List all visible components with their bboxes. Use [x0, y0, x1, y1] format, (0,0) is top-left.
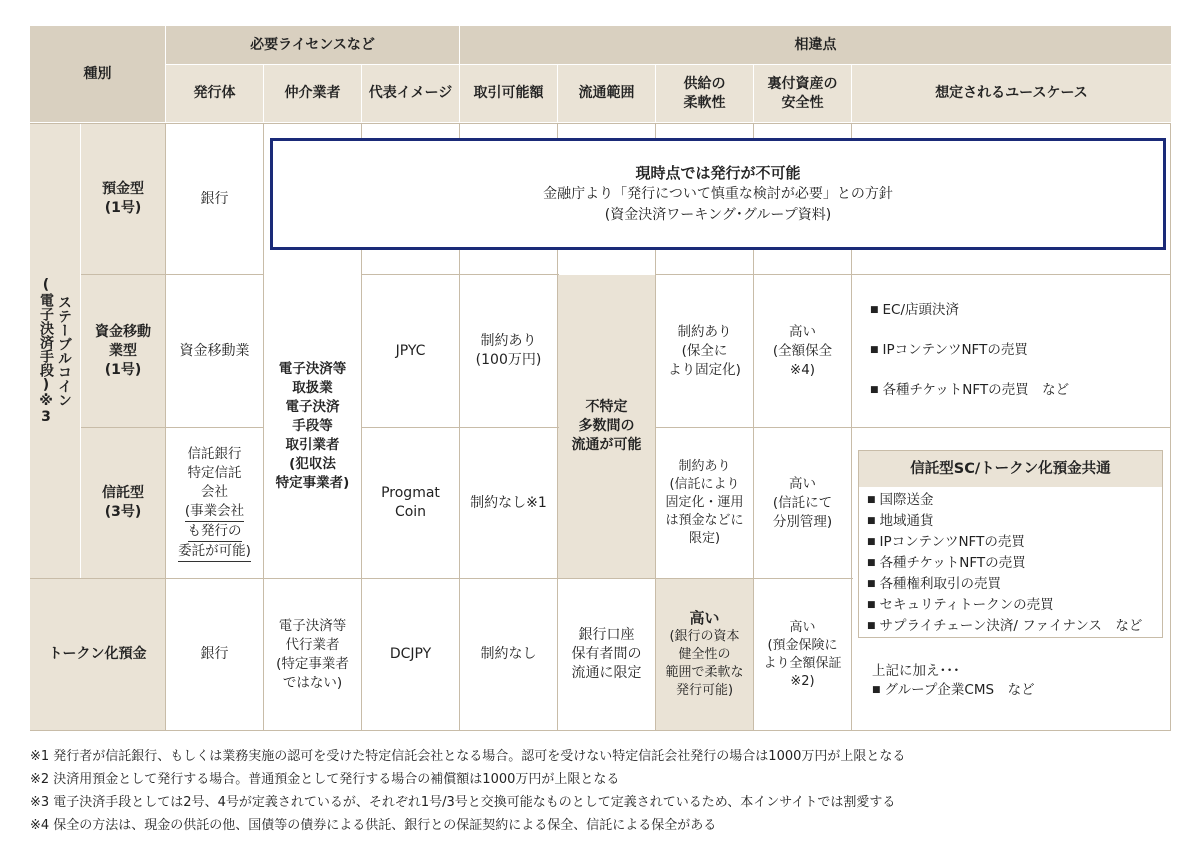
- fund-representative: JPYC: [395, 342, 426, 359]
- token-issuer: 銀行: [200, 646, 229, 662]
- header-licenses: 必要ライセンスなど: [166, 26, 459, 64]
- token-intermediary: 電子決済等 代行業者 (特定事業者 ではない): [276, 617, 349, 691]
- trust-issuer-note: (事業会社: [185, 502, 244, 522]
- fund-use-cases: [852, 275, 1170, 427]
- list-item: ■ IPコンテンツNFTの売買: [870, 341, 1069, 362]
- trust-issuer-line: 信託銀行: [187, 445, 242, 462]
- header-differences: 相違点: [460, 26, 1171, 64]
- list-item: ■ セキュリティトークンの売買: [867, 596, 1162, 617]
- list-item: ■ IPコンテンツNFTの売買: [867, 533, 1162, 554]
- type-trust: 信託型 (3号): [81, 428, 165, 578]
- token-flexibility: [656, 579, 753, 730]
- trust-flexibility: 制約あり (信託により 固定化・運用 は預金などに 限定): [665, 459, 744, 546]
- list-item: ■ 各種権利取引の売買: [867, 575, 1162, 596]
- stablecoin-label: ステーブルコイン (電子決済手段)※3: [30, 124, 80, 578]
- token-additional: [872, 662, 1035, 702]
- list-item: ■ グループ企業CMS など: [872, 681, 1035, 702]
- type-token-deposit: トークン化預金: [30, 579, 165, 730]
- trust-issuer-note: も発行の: [188, 522, 242, 542]
- footnote: ※2 決済用預金として発行する場合。普通預金として発行する場合の補償額は1000万円が上限となる: [30, 772, 620, 787]
- list-item: ■ 各種チケットNFTの売買 など: [870, 381, 1069, 402]
- footnote: ※1 発行者が信託銀行、もしくは業務実施の認可を受けた特定信託会社となる場合。認可を受けない特定信託会社発行の場合は1000万円が上限となる: [30, 749, 906, 764]
- common-box: [858, 450, 1163, 638]
- trust-issuer: [166, 428, 263, 578]
- fund-flexibility: 制約あり (保全に より固定化): [668, 323, 741, 378]
- list-item: ■ サプライチェーン決済/ ファイナンス など: [867, 617, 1162, 638]
- header-tradable-amount: 取引可能額: [460, 65, 557, 122]
- header-use-cases: 想定されるユースケース: [852, 65, 1171, 122]
- token-flexibility-title: 高い: [689, 609, 720, 627]
- fund-safety: 高い (全額保全 ※4): [772, 323, 833, 378]
- footnote: ※3 電子決済手段としては2号、4号が定義されているが、それぞれ1号/3号と交換可能なものとして定義されているため、本インサイトでは割愛する: [30, 795, 896, 810]
- list-item: ■ 各種チケットNFTの売買: [867, 554, 1162, 575]
- list-item: ■ 地域通貨: [867, 512, 1162, 533]
- notice-line1: 金融庁より「発行について慎重な検討が必要」との方針: [543, 186, 893, 202]
- token-additional-intro: 上記に加え･･･: [872, 663, 960, 679]
- notice-title: 現時点では発行が不可能: [635, 164, 801, 182]
- list-item: ■ EC/店頭決済: [870, 301, 1069, 322]
- deposit-issuer: 銀行: [200, 190, 229, 207]
- token-representative: DCJPY: [389, 646, 432, 662]
- header-representative: 代表イメージ: [362, 65, 459, 122]
- trust-representative: Progmat Coin: [381, 485, 440, 520]
- notice-box: [270, 138, 1166, 250]
- notice-line2: (資金決済ワーキング･グループ資料): [604, 207, 832, 223]
- header-flexibility: 供給の 柔軟性: [656, 65, 753, 122]
- trust-safety: 高い (信託にて 分別管理): [772, 475, 833, 530]
- fund-tradable: 制約あり (100万円): [475, 333, 542, 368]
- header-asset-safety: 裏付資産の 安全性: [754, 65, 851, 122]
- common-box-title: 信託型SC/トークン化預金共通: [859, 451, 1162, 487]
- trust-issuer-line: 特定信託: [187, 464, 242, 481]
- header-issuer: 発行体: [166, 65, 263, 122]
- type-fund-transfer: 資金移動 業型 (1号): [81, 275, 165, 427]
- token-safety: 高い (預金保険に より全額保証 ※2): [763, 619, 842, 689]
- token-circulation: 銀行口座 保有者間の 流通に限定: [571, 627, 642, 681]
- token-tradable: 制約なし: [480, 646, 537, 662]
- header-type: 種別: [30, 26, 165, 122]
- intermediary-shared: 電子決済等 取扱業 電子決済 手段等 取引業者 (犯収法 特定事業者): [264, 275, 361, 578]
- circulation-shared: 不特定 多数間の 流通が可能: [558, 275, 655, 578]
- trust-issuer-note: 委託が可能): [178, 542, 251, 562]
- footnote: ※4 保全の方法は、現金の供託の他、国債等の債券による供託、銀行との保証契約による保全、信託による保全がある: [30, 818, 717, 833]
- header-intermediary: 仲介業者: [264, 65, 361, 122]
- list-item: ■ 国際送金: [867, 491, 1162, 512]
- fund-issuer: 資金移動業: [179, 342, 250, 359]
- type-deposit: 預金型 (1号): [81, 124, 165, 274]
- trust-issuer-line: 会社: [201, 483, 228, 500]
- trust-tradable: 制約なし※1: [470, 494, 547, 511]
- header-circulation: 流通範囲: [558, 65, 655, 122]
- token-flexibility-text: (銀行の資本 健全性の 範囲で柔軟な 発行可能): [665, 629, 744, 698]
